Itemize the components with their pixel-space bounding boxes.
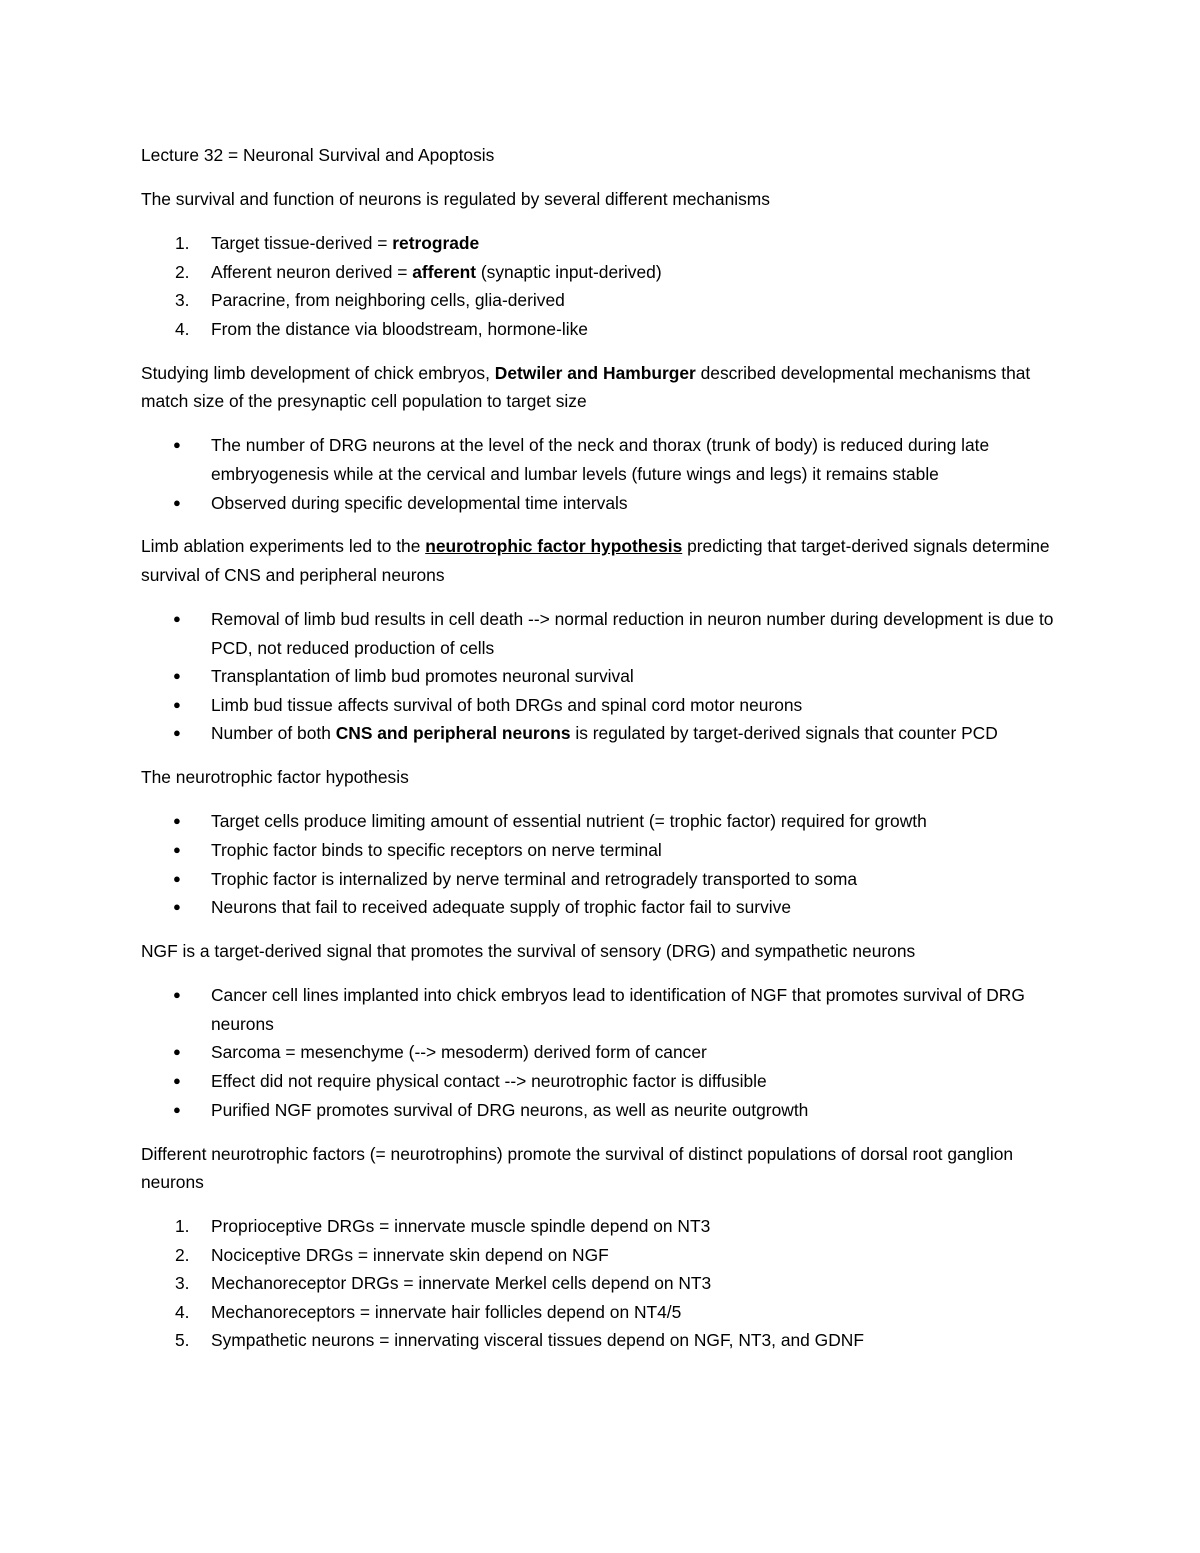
list-item: 1. Target tissue-derived = retrograde (141, 229, 1071, 258)
bold-text: CNS and peripheral neurons (335, 723, 571, 744)
list-item: 5. Sympathetic neurons = innervating visceral tissues depend on NGF, NT3, and GDNF (141, 1326, 1071, 1355)
list-item: ● Sarcoma = mesenchyme (--> mesoderm) derived form of cancer (141, 1038, 1071, 1067)
document-title: Lecture 32 = Neuronal Survival and Apoptosis (141, 145, 495, 165)
list-number: 2. (175, 1244, 190, 1265)
list-number: 5. (175, 1330, 190, 1351)
bullet-icon: ● (173, 1072, 181, 1088)
list-item: ● Trophic factor binds to specific receptors on nerve terminal (141, 836, 1071, 865)
list-item: 2. Afferent neuron derived = afferent (synaptic input-derived) (141, 258, 1071, 287)
list-item: ● Trophic factor is internalized by nerve terminal and retrogradely transported to soma (141, 865, 1071, 894)
bullet-icon: ● (173, 870, 181, 886)
list-item: 3. Mechanoreceptor DRGs = innervate Merkel cells depend on NT3 (141, 1269, 1071, 1298)
list-item: ● Removal of limb bud results in cell death --> normal reduction in neuron number during development is due to PCD, not reduced production of cells (141, 605, 1071, 662)
bullet-icon: ● (173, 899, 181, 915)
bullet-icon: ● (173, 696, 181, 712)
list-number: 2. (175, 261, 190, 282)
document-page (141, 141, 1071, 1370)
list-number: 3. (175, 1273, 190, 1294)
document-body (141, 185, 1071, 1355)
section-paragraph: NGF is a target-derived signal that promotes the survival of sensory (DRG) and sympathetic neurons (141, 941, 916, 962)
list-item: 4. From the distance via bloodstream, hormone-like (141, 315, 1071, 344)
list-item: ● Transplantation of limb bud promotes neuronal survival (141, 662, 1071, 691)
list-item: 3. Paracrine, from neighboring cells, glia-derived (141, 286, 1071, 315)
bullet-list (141, 605, 1071, 748)
list-item: 2. Nociceptive DRGs = innervate skin depend on NGF (141, 1241, 1071, 1270)
bullet-icon: ● (173, 668, 181, 684)
list-item: ● Observed during specific developmental time intervals (141, 489, 1071, 518)
bold-text: afferent (412, 261, 477, 282)
bullet-icon: ● (173, 1101, 181, 1117)
bullet-icon: ● (173, 611, 181, 627)
bullet-icon: ● (173, 725, 181, 741)
list-number: 3. (175, 290, 190, 311)
section-paragraph: The neurotrophic factor hypothesis (141, 767, 409, 788)
list-number: 1. (175, 232, 190, 253)
list-item: ● Purified NGF promotes survival of DRG neurons, as well as neurite outgrowth (141, 1096, 1071, 1125)
bullet-icon: ● (173, 1044, 181, 1060)
bullet-icon: ● (173, 494, 181, 510)
list-item: ● Limb bud tissue affects survival of both DRGs and spinal cord motor neurons (141, 691, 1071, 720)
list-item: ● Effect did not require physical contact --> neurotrophic factor is diffusible (141, 1067, 1071, 1096)
list-item: 1. Proprioceptive DRGs = innervate muscle spindle depend on NT3 (141, 1212, 1071, 1241)
section-paragraph: Studying limb development of chick embryos, Detwiler and Hamburger described developmental mechanisms that match size of the presynaptic cell population to target size (141, 362, 1031, 412)
bullet-list (141, 807, 1071, 921)
bold-text: Detwiler and Hamburger (494, 362, 696, 383)
section-paragraph: Different neurotrophic factors (= neurotrophins) promote the survival of distinct populations of dorsal root ganglion neurons (141, 1143, 1014, 1193)
bold-underlined-text: neurotrophic factor hypothesis (425, 536, 683, 557)
list-item: 4. Mechanoreceptors = innervate hair follicles depend on NT4/5 (141, 1298, 1071, 1327)
bullet-icon: ● (173, 437, 181, 453)
section-paragraph: The survival and function of neurons is regulated by several different mechanisms (141, 188, 770, 209)
list-number: 4. (175, 318, 190, 339)
bullet-list (141, 431, 1071, 517)
list-item: ● Neurons that fail to received adequate supply of trophic factor fail to survive (141, 893, 1071, 922)
list-item: ● The number of DRG neurons at the level of the neck and thorax (trunk of body) is reduced during late embryogenesis while at the cervical and lumbar levels (future wings and legs) it remains stable (141, 431, 1071, 488)
bold-text: retrograde (392, 232, 480, 253)
numbered-list (141, 229, 1071, 343)
bullet-icon: ● (173, 842, 181, 857)
list-number: 1. (175, 1216, 190, 1237)
list-number: 4. (175, 1301, 190, 1322)
section-paragraph: Limb ablation experiments led to the neurotrophic factor hypothesis predicting that target-derived signals determine survival of CNS and peripheral neurons (141, 536, 1050, 586)
list-item: ● Number of both CNS and peripheral neurons is regulated by target-derived signals that counter PCD (141, 719, 1071, 748)
list-item: ● Cancer cell lines implanted into chick embryos lead to identification of NGF that promotes survival of DRG neurons (141, 981, 1071, 1038)
bullet-icon: ● (173, 813, 181, 829)
bullet-icon: ● (173, 987, 181, 1003)
numbered-list (141, 1212, 1071, 1355)
list-item: ● Target cells produce limiting amount of essential nutrient (= trophic factor) required for growth (141, 807, 1071, 836)
bullet-list (141, 981, 1071, 1124)
